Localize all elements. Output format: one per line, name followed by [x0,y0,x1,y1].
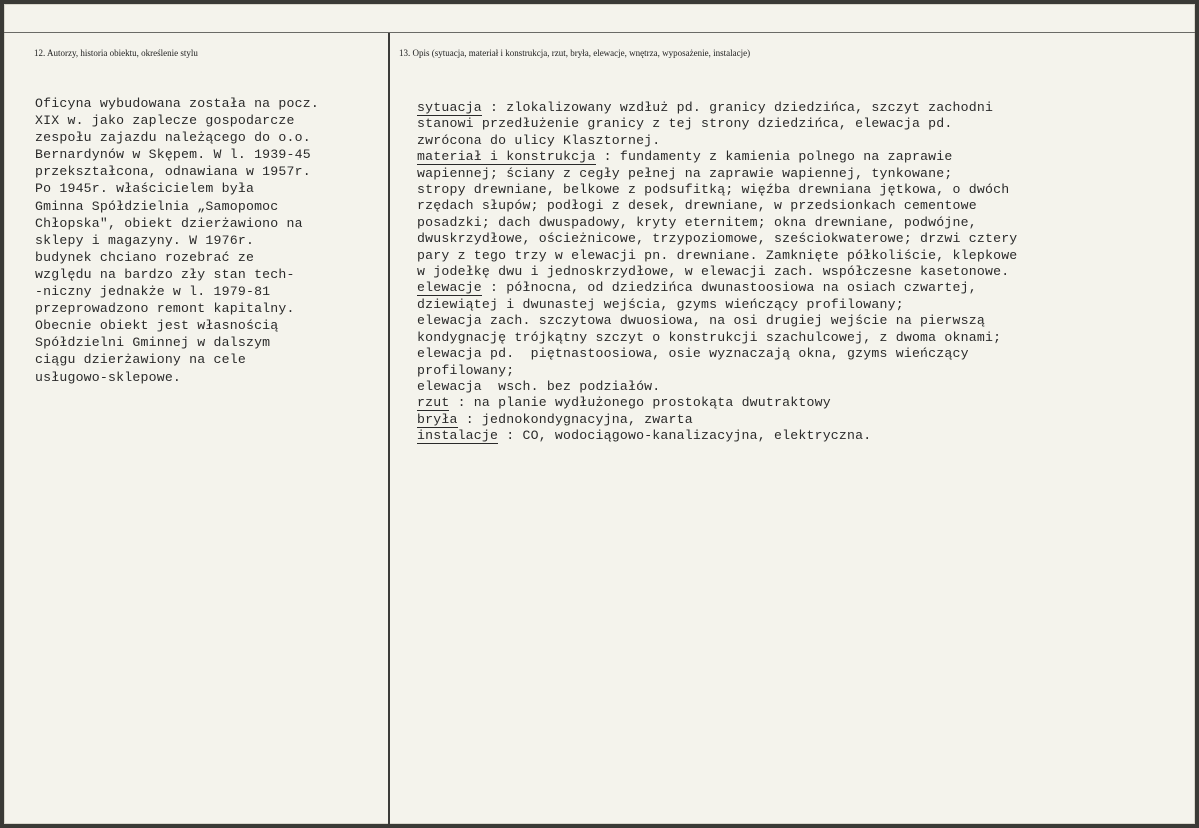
history-line: Gminna Spółdzielnia „Samopomoc [35,198,279,214]
history-line: Bernardynów w Skępem. W l. 1939-45 [35,147,311,163]
elevations-line: dziewiątej i dwunastej wejścia, gzyms wieńczący profilowany; [417,296,904,312]
material-line: materiał i konstrukcja : fundamenty z kamienia polnego na zaprawie [417,149,953,165]
elevations-line: kondygnację trójkątny szczyt o konstrukcji szachulcowej, z dwoma oknami; [417,329,1002,345]
section-13-header: 13. Opis (sytuacja, materiał i konstrukcja, rzut, bryła, elewacje, wnętrza, wyposażenie, instalacje) [399,48,751,58]
material-line: dwuskrzydłowe, ościeżnicowe, trzypoziomowe, sześciokwaterowe; drzwi cztery [417,231,1018,247]
history-line: Spółdzielni Gminnej w dalszym [35,335,271,351]
situation-label: sytuacja [417,100,482,115]
history-line: usługowo-sklepowe. [35,369,182,385]
history-line: sklepy i magazyny. W 1976r. [35,232,255,248]
situation-line: stanowi przedłużenie granicy z tej strony dziedzińca, elewacja pd. [417,116,953,132]
history-line: -niczny jednakże w l. 1979-81 [35,284,271,300]
elevations-line: elewacje : północna, od dziedzińca dwunastoosiowa na osiach czwartej, [417,280,977,296]
history-line: przeprowadzono remont kapitalny. [35,301,295,317]
history-line: zespołu zajazdu należącego do o.o. [35,130,311,146]
description-text [417,100,1187,445]
history-text [35,95,387,386]
history-line: XIX w. jako zaplecze gospodarcze [35,113,295,129]
material-line: wapiennej; ściany z cegły pełnej na zaprawie wapiennej, tynkowane; [417,165,953,181]
elevations-line: elewacja pd. piętnastoosiowa, osie wyznaczają okna, gzyms wieńczący [417,346,969,362]
situation-line: sytuacja : zlokalizowany wzdłuż pd. granicy dziedzińca, szczyt zachodni [417,100,994,115]
massing-line: bryła : jednokondygnacyjna, zwarta [417,411,693,427]
material-line: pary z tego trzy w elewacji pn. drewniane. Zamknięte półkoliście, klepkowe [417,247,1018,263]
material-line: rzędach słupów; podłogi z desek, drewniane, w przedsionkach cementowe [417,198,977,214]
plan-line: rzut : na planie wydłużonego prostokąta dwutraktowy [417,395,831,411]
inventory-card [4,4,1195,824]
column-divider [388,33,390,824]
material-line: w jodełkę dwu i jednoskrzydłowe, w elewacji zach. współczesne kasetonowe. [417,264,1010,280]
material-line: stropy drewniane, belkowe z podsufitką; więźba drewniana jętkowa, o dwóch [417,182,1010,198]
history-line: Chłopska", obiekt dzierżawiono na [35,215,303,231]
situation-line: zwrócona do ulicy Klasztornej. [417,132,661,148]
history-line: przekształcona, odnawiana w 1957r. [35,164,311,180]
history-line: budynek chciano rozebrać ze [35,249,255,265]
history-line: ciągu dzierżawiony na cele [35,352,246,368]
top-rule [4,32,1195,33]
elevations-label: elewacje [417,280,482,296]
history-line: Po 1945r. właścicielem była [35,181,255,197]
installations-line: instalacje : CO, wodociągowo-kanalizacyjna, elektryczna. [417,428,872,444]
material-line: posadzki; dach dwuspadowy, kryty eternitem; okna drewniane, podwójne, [417,214,977,230]
history-line: Oficyna wybudowana została na pocz. [35,96,319,111]
plan-label: rzut [417,395,450,411]
installations-label: instalacje [417,428,499,444]
material-label: materiał i konstrukcja [417,149,596,165]
section-12-header: 12. Autorzy, historia obiektu, określenie stylu [34,48,198,58]
history-line: Obecnie obiekt jest własnością [35,318,279,334]
elevations-line: elewacja zach. szczytowa dwuosiowa, na osi drugiej wejście na pierwszą [417,313,985,329]
elevations-line: elewacja wsch. bez podziałów. [417,378,661,394]
massing-label: bryła [417,411,458,427]
history-line: względu na bardzo zły stan tech- [35,266,295,282]
elevations-line: profilowany; [417,362,515,378]
